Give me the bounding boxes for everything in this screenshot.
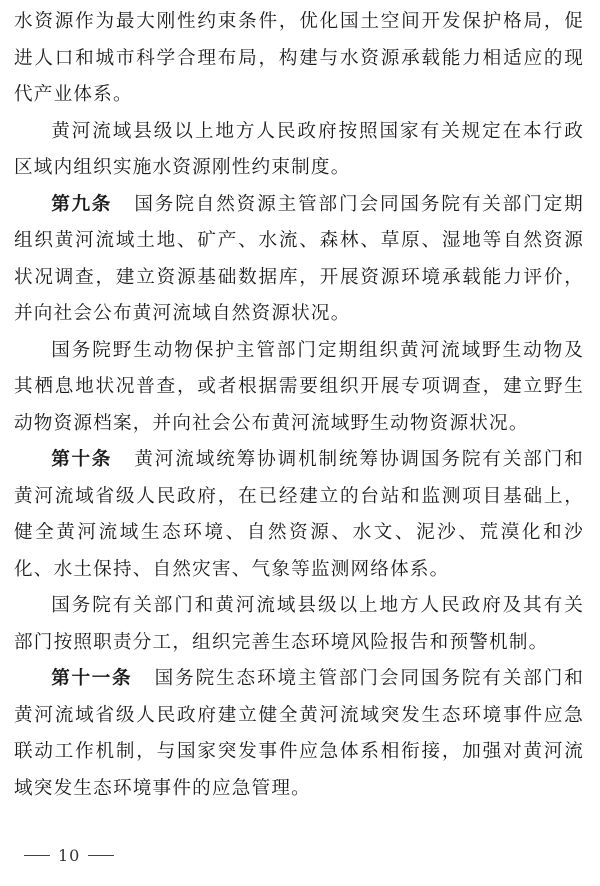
- article-title: 第九条: [51, 193, 112, 215]
- paragraph-1: [14, 4, 584, 114]
- document-page: [14, 0, 584, 807]
- paragraph-text: 国务院自然资源主管部门会同国务院有关部门定期组织黄河流域土地、矿产、水流、森林、草原、湿地等自然资源状况调查，建立资源基础数据库，开展资源环境承载能力评价，并向社会公布黄河流域自然资源状况。: [14, 193, 584, 324]
- paragraph-text: 国务院有关部门和黄河流域县级以上地方人民政府及其有关部门按照职责分工，组织完善生态环境风险报告和预警机制。: [14, 595, 584, 653]
- paragraph-text: 国务院野生动物保护主管部门定期组织黄河流域野生动物及其栖息地状况普查，或者根据需要组织开展专项调查，建立野生动物资源档案，并向社会公布黄河流域野生动物资源状况。: [14, 339, 584, 434]
- article-title: 第十条: [51, 449, 112, 470]
- page-footer: [24, 846, 114, 865]
- footer-dash-right: [88, 855, 114, 856]
- article-title: 第十一条: [51, 668, 133, 689]
- paragraph-text: 国务院生态环境主管部门会同国务院有关部门和黄河流域省级人民政府建立健全黄河流域突发生态环境事件应急联动工作机制，与国家突发事件应急体系相衔接，加强对黄河流域突发生态环境事件的应急管理。: [14, 668, 584, 799]
- paragraph-2: [14, 114, 584, 187]
- article-11: [14, 661, 584, 807]
- footer-dash-left: [24, 855, 50, 856]
- article-9: [14, 187, 584, 333]
- paragraph-4: [14, 333, 584, 443]
- paragraph-text: 水资源作为最大刚性约束条件，优化国土空间开发保护格局，促进人口和城市科学合理布局，构建与水资源承载能力相适应的现代产业体系。: [14, 11, 584, 105]
- page-number: 10: [58, 846, 81, 865]
- paragraph-6: [14, 588, 584, 661]
- paragraph-text: 黄河流域县级以上地方人民政府按照国家有关规定在本行政区域内组织实施水资源刚性约束制度。: [14, 120, 584, 178]
- article-10: [14, 442, 584, 588]
- paragraph-text: 黄河流域统筹协调机制统筹协调国务院有关部门和黄河流域省级人民政府，在已经建立的台站和监测项目基础上，健全黄河流域生态环境、自然资源、水文、泥沙、荒漠化和沙化、水土保持、自然灾害、气象等监测网络体系。: [14, 449, 584, 580]
